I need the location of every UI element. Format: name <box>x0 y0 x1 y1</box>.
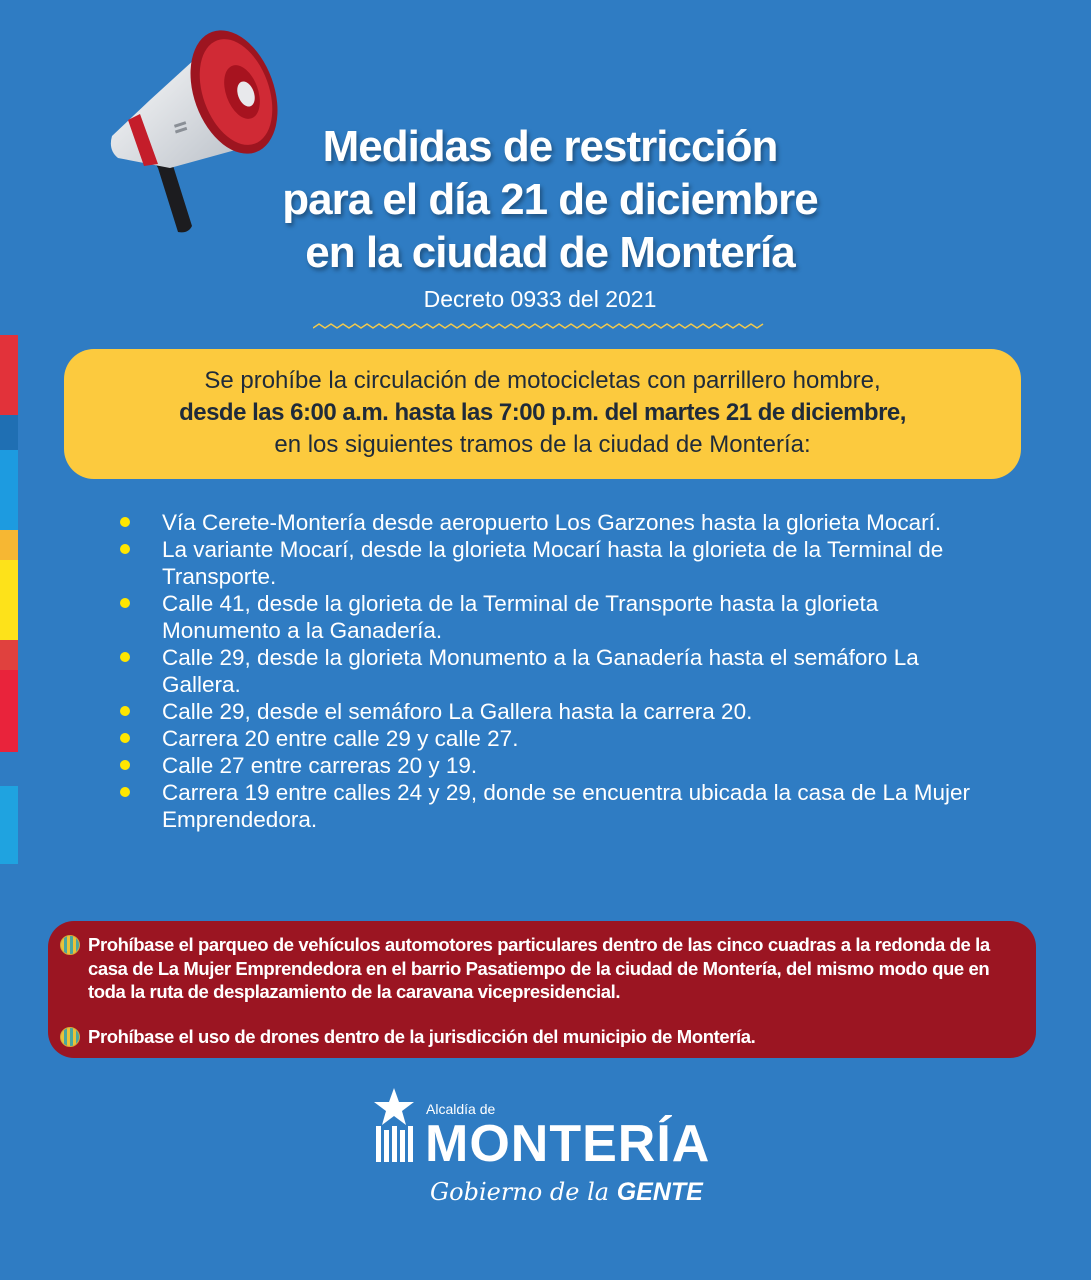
sticker-icon <box>60 935 80 955</box>
warning-item-drones <box>60 1025 1020 1049</box>
logo <box>368 1086 728 1216</box>
notice-line-3: en los siguientes tramos de la ciudad de Montería: <box>274 431 811 458</box>
list-item <box>117 590 997 644</box>
warning-text: Prohíbase el uso de drones dentro de la jurisdicción del municipio de Montería. <box>88 1025 756 1047</box>
decree-subtitle: Decreto 0933 del 2021 <box>423 286 657 312</box>
route-text: Calle 29, desde el semáforo La Gallera hasta la carrera 20. <box>162 699 753 724</box>
route-list <box>117 509 997 833</box>
logo-subtitle: Alcaldía de <box>426 1101 496 1117</box>
list-item <box>117 752 997 779</box>
warning-box <box>48 921 1036 1058</box>
route-text: Carrera 19 entre calles 24 y 29, donde se encuentra ubicada la casa de La Mujer Emprendedora. <box>162 780 971 832</box>
slogan-script: Gobierno de la <box>430 1178 610 1206</box>
notice-line-2: desde las 6:00 a.m. hasta las 7:00 p.m. del martes 21 de diciembre, <box>179 399 906 426</box>
route-text: Calle 27 entre carreras 20 y 19. <box>162 753 478 778</box>
page-title <box>230 120 870 279</box>
bullet-icon <box>120 787 130 797</box>
route-text: Vía Cerete-Montería desde aeropuerto Los Garzones hasta la glorieta Mocarí. <box>162 510 942 535</box>
list-item <box>117 536 997 590</box>
list-item <box>117 509 997 536</box>
bullet-icon <box>120 760 130 770</box>
list-item <box>117 644 997 698</box>
bullet-icon <box>120 598 130 608</box>
list-item <box>117 779 997 833</box>
bullet-icon <box>120 544 130 554</box>
logo-name: MONTERÍA <box>425 1115 711 1173</box>
logo-slogan <box>430 1178 703 1207</box>
bullet-icon <box>120 517 130 527</box>
zigzag-divider <box>313 322 765 334</box>
list-item <box>117 698 997 725</box>
route-text: Carrera 20 entre calle 29 y calle 27. <box>162 726 519 751</box>
route-text: La variante Mocarí, desde la glorieta Mocarí hasta la glorieta de la Terminal de Transporte. <box>162 537 944 589</box>
notice-line-1: Se prohíbe la circulación de motocicletas con parrillero hombre, <box>204 367 881 394</box>
list-item <box>117 725 997 752</box>
bullet-icon <box>120 652 130 662</box>
route-text: Calle 41, desde la glorieta de la Terminal de Transporte hasta la glorieta Monumento a la Ganadería. <box>162 591 879 643</box>
title-line-1: Medidas de restricción <box>322 122 778 171</box>
bullet-icon <box>120 733 130 743</box>
warning-item-parking <box>60 933 1020 1004</box>
route-text: Calle 29, desde la glorieta Monumento a la Ganadería hasta el semáforo La Gallera. <box>162 645 919 697</box>
notice-box <box>64 349 1021 479</box>
title-line-2: para el día 21 de diciembre <box>282 175 818 224</box>
title-line-3: en la ciudad de Montería <box>305 228 795 277</box>
star-icon <box>370 1086 418 1166</box>
slogan-bold: GENTE <box>616 1178 703 1206</box>
bullet-icon <box>120 706 130 716</box>
sticker-icon <box>60 1027 80 1047</box>
warning-text: Prohíbase el parqueo de vehículos automotores particulares dentro de las cinco cuadras a la redonda de la casa de La Mujer Emprendedora en el barrio Pasatiempo de la ciudad de Montería, del mismo modo que en toda la ruta de desplazamiento de la caravana vicepresidencial. <box>88 934 990 1002</box>
